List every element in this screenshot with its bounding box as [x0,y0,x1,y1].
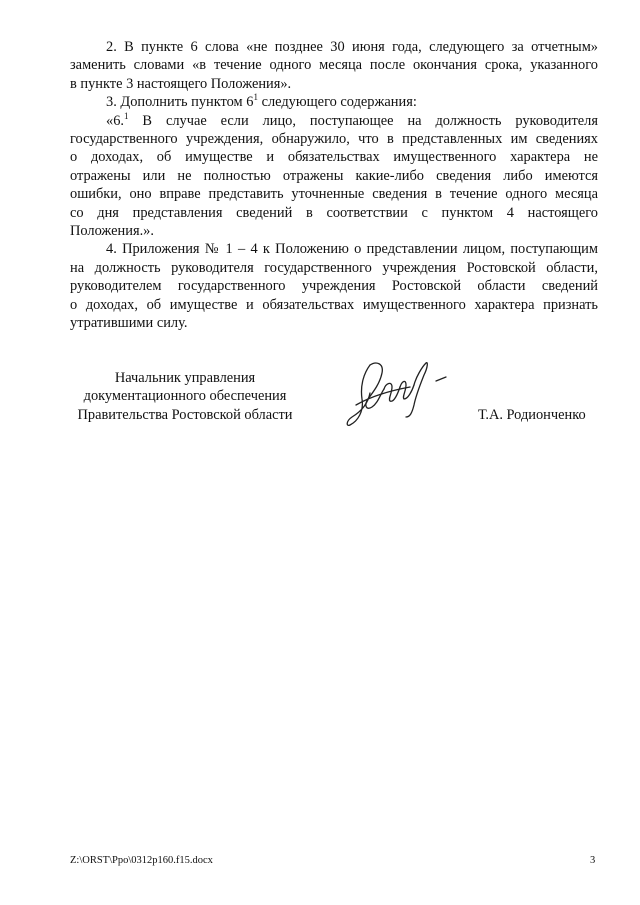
page-number: 3 [590,855,596,866]
paragraph-3-line-2: государственного учреждения, обнаружило, что в представленных им сведениях [70,131,598,148]
handwritten-signature [340,355,450,435]
paragraph-1-line-1: 2. В пункте 6 слова «не позднее 30 июня года, следующего за отчетным» [106,39,598,55]
position-line-1: Начальник управления [114,370,256,386]
position-line-2: документационного обеспечения [83,388,287,405]
paragraph-1-line-3: в пункте 3 настоящего Положения». [70,75,292,92]
paragraph-2-text-start: 3. Дополнить пунктом 6 [106,94,254,111]
signer-name: Т.А. Родионченко [478,407,586,423]
paragraph-4-line-4: о доходах, об имуществе и обязательствах имущественного характера признать [70,296,598,313]
paragraph-2-text-end: следующего содержания: [257,94,417,111]
paragraph-3-superscript: 1 [124,110,129,121]
paragraph-4-line-1: 4. Приложения № 1 – 4 к Положению о представлении лицом, поступающим [106,241,598,258]
paragraph-2-line-1 [70,93,598,111]
paragraph-3-line-6: со дня представления сведений в соответствии с пунктом 4 настоящего [70,204,598,221]
paragraph-4-line-3: руководителем государственного учреждения Ростовской области сведений [70,278,598,295]
paragraph-4-line-5: утратившими силу. [70,315,188,332]
paragraph-4-line-2: на должность руководителя государственного учреждения Ростовской области, [70,259,598,276]
paragraph-3-line-5: ошибки, оно вправе представить уточненные сведения в течение одного месяца [70,186,598,203]
paragraph-2-superscript: 1 [253,92,258,103]
paragraph-3-line-7: Положения.». [70,223,154,240]
signatory-position [70,369,300,424]
position-line-3: Правительства Ростовской области [77,406,293,423]
document-body [70,38,598,333]
paragraph-3-line-3: о доходах, об имуществе и обязательствах имущественного характера не [70,149,598,166]
paragraph-3-line-4: отражены или не полностью отражены какие-либо сведения либо имеются [70,167,598,184]
paragraph-1-line-2: заменить словами «в течение одного месяца после окончания срока, указанного [70,57,598,74]
paragraph-3-line-1 [70,112,598,130]
footer-file-path: Z:\ORST\Ppo\0312p160.f15.docx [70,855,213,866]
paragraph-3-first-rest: В случае если лицо, поступающее на должность руководителя [128,112,598,129]
paragraph-3-prefix: «6. [106,112,124,129]
